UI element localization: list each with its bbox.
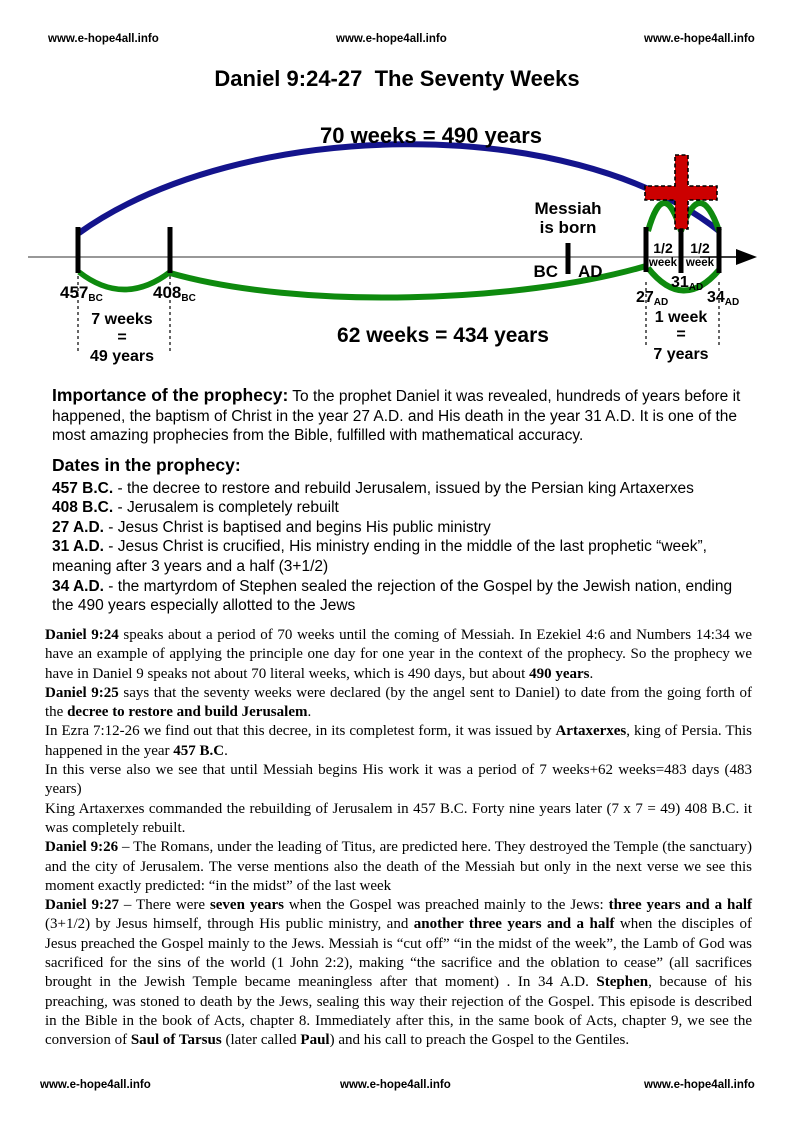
date-item: 27 A.D. - Jesus Christ is baptised and begins His public ministry [52,518,491,536]
header-url-right: www.e-hope4all.info [644,33,755,45]
tick-457-bc [76,227,81,273]
commentary-paragraph: In this verse also we see that until Messiah begins His work it was a period of 7 weeks+62 weeks=483 days (483 years) [45,762,752,798]
label-messiah-line2: is born [539,218,597,237]
label-457-bc: 457BC [60,283,103,304]
bracket-left-line2: = [117,329,127,346]
tick-31-ad [679,227,684,273]
dates-list [52,479,752,616]
tick-34-ad [717,227,722,273]
date-label: 34 A.D. [52,577,104,595]
arc-62-weeks [170,266,646,297]
date-label: 408 B.C. [52,499,114,517]
label-half-left-top: 1/2 [653,240,673,256]
bracket-right-line1: 1 week [654,309,708,326]
footer-url-center: www.e-hope4all.info [340,1079,451,1091]
label-31-ad: 31AD [671,274,704,293]
bracket-left-line3: 49 years [89,348,155,365]
label-half-left-bot: week [648,257,678,269]
label-70-weeks: 70 weeks = 490 years [319,123,543,148]
label-27-ad: 27AD [636,289,669,308]
label-34-ad: 34AD [707,289,740,308]
bracket-right-line2: = [676,326,686,343]
arc-70-weeks [79,144,719,233]
date-item: 31 A.D. - Jesus Christ is crucified, His ministry ending in the middle of the last prophetic “week”, meaning after 3 years and a half (3+1/2) [52,538,707,575]
label-62-weeks: 62 weeks = 434 years [337,324,549,347]
header-url-center: www.e-hope4all.info [336,33,447,45]
axis-arrowhead-icon [736,249,757,265]
commentary-paragraph: Daniel 9:25 says that the seventy weeks were declared (by the angel sent to Daniel) to date from the going forth of the decree to restore and build Jerusalem. [45,684,752,721]
importance-heading: Importance of the prophecy: [52,385,289,405]
label-408-bc: 408BC [153,283,196,304]
tick-27-ad [644,227,649,272]
commentary-paragraph: Daniel 9:26 – The Romans, under the leading of Titus, are predicted here. They destroyed the Temple (the sanctuary) and the city of Jerusalem. The verse mentions also the death of the Messiah but only in the next verse we see this moment exactly predicted: “in the midst” of the last week [45,839,752,894]
bracket-left-line1: 7 weeks [91,311,153,328]
tick-408-bc [168,227,173,273]
label-half-right-bot: week [685,257,715,269]
dates-heading: Dates in the prophecy: [52,455,241,475]
date-item: 34 A.D. - the martyrdom of Stephen sealed the rejection of the Gospel by the Jewish nation, ending the 490 years especially allotted to the Jews [52,577,733,615]
label-ad: AD [578,262,603,281]
label-bc: BC [533,262,558,281]
commentary-paragraph: Daniel 9:24 speaks about a period of 70 weeks until the coming of Messiah. In Ezekiel 4:6 and Numbers 14:34 we have an example of applying the principle one day for one year in the context of the prophecy. So the prophecy we have in Daniel 9 speaks not about 70 literal weeks, which is 490 days, but about 490 years. [45,627,752,682]
commentary-paragraph: In Ezra 7:12-26 we find out that this decree, in its completest form, it was issued by Artaxerxes, king of Persia. This happened in the year 457 B.C. [45,723,753,759]
timeline-diagram [0,0,794,375]
commentary [45,626,752,1051]
dates-section [52,456,752,616]
importance-section [52,386,752,446]
page-title: Daniel 9:24-27 The Seventy Weeks [214,66,580,91]
date-item: 408 B.C. - Jerusalem is completely rebuilt [52,499,339,517]
date-label: 31 A.D. [52,538,104,556]
bracket-right-line3: 7 years [653,346,709,363]
importance-text: To the prophet Daniel it was revealed, hundreds of years before it happened, the baptism of Christ in the year 27 A.D. and His death in the year 31 A.D. It is one of the most amazing prophecies from the Bible, fulfilled with mathematical accuracy. [52,388,741,445]
date-label: 27 A.D. [52,518,104,536]
tick-bc-ad [566,243,571,274]
footer-url-right: www.e-hope4all.info [644,1079,755,1091]
header-url-left: www.e-hope4all.info [48,33,159,45]
commentary-paragraph: Daniel 9:27 – There were seven years when the Gospel was preached mainly to the Jews: three years and a half (3+1/2) by Jesus himself, through His public ministry, and another three years and a half when the disciples of Jesus preached the Gospel mainly to the Jews. Messiah is “cut off” “in the midst of the week”, the Lamb of God was sacrificed for the sins of the world (1 John 2:2), making “the sacrifice and the oblation to cease” (all sacrifices brought in the Jewish Temple became meaningless after that moment) . In 34 A.D. Stephen, because of his preaching, was stoned to death by the Jews, sealing this way their rejection of the Gospel. This episode is described in the Bible in the book of Acts, chapter 8. Immediately after this, in the same book of Acts, chapter 9, we see the conversion of Saul of Tarsus (later called Paul) and his call to preach the Gospel to the Gentiles. [45,897,752,1049]
label-messiah-line1: Messiah [534,199,602,218]
date-item: 457 B.C. - the decree to restore and rebuild Jerusalem, issued by the Persian king Artaxerxes [52,479,694,497]
label-half-right-top: 1/2 [690,240,710,256]
date-label: 457 B.C. [52,479,114,497]
footer-url-left: www.e-hope4all.info [40,1079,151,1091]
commentary-paragraph: King Artaxerxes commanded the rebuilding of Jerusalem in 457 B.C. Forty nine years later (7 x 7 = 49) 408 B.C. it was completely rebuilt. [45,800,752,836]
